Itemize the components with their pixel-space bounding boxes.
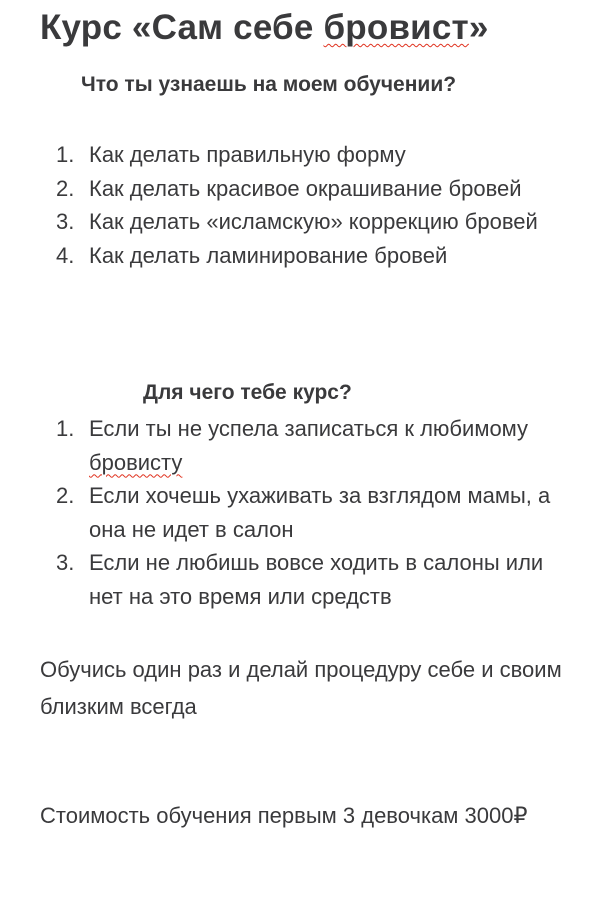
- list-item-text: Если хочешь ухаживать за взглядом мамы, а она не идет в салон: [89, 483, 551, 542]
- list-item-number: 2.: [56, 175, 75, 201]
- price-paragraph: Стоимость обучения первым 3 девочкам 3000₽: [40, 803, 528, 828]
- why-list: [0, 412, 600, 613]
- page-title: [40, 8, 489, 48]
- list-item-text: Если не любишь вовсе ходить в салоны или нет на это время или средств: [89, 550, 544, 609]
- list-item: [0, 172, 600, 206]
- list-item: [0, 412, 600, 479]
- learn-list: [0, 138, 600, 272]
- list-item-text: Как делать красивое окрашивание бровей: [89, 175, 522, 201]
- list-item-number: 3.: [56, 209, 75, 234]
- title-suffix: »: [468, 8, 489, 47]
- list-item-number: 2.: [56, 483, 75, 508]
- closing-paragraph: Обучись один раз и делай процедуру себе и своим близким всегда: [40, 657, 562, 719]
- list-item-text: Как делать «исламскую» коррекцию бровей: [89, 209, 538, 234]
- list-item: [0, 205, 600, 239]
- misspelled-word: бровист: [323, 8, 469, 47]
- list-item: [0, 479, 600, 546]
- list-item-text: Если ты не успела записаться к любимому: [89, 416, 529, 441]
- list-item-number: 1.: [56, 142, 75, 167]
- list-item-text: Как делать ламинирование бровей: [89, 242, 448, 268]
- why-heading: Для чего тебе курс?: [143, 381, 352, 404]
- list-item-number: 3.: [56, 550, 75, 575]
- list-item-number: 4.: [56, 242, 75, 268]
- learn-heading: Что ты узнаешь на моем обучении?: [81, 73, 457, 96]
- list-item-number: 1.: [56, 416, 75, 441]
- title-prefix: Курс «Сам себе: [40, 8, 324, 47]
- list-item-text: Как делать правильную форму: [89, 142, 406, 167]
- list-item: [0, 138, 600, 172]
- list-item: [0, 239, 600, 273]
- misspelled-word: бровисту: [89, 449, 183, 475]
- list-item: [0, 546, 600, 613]
